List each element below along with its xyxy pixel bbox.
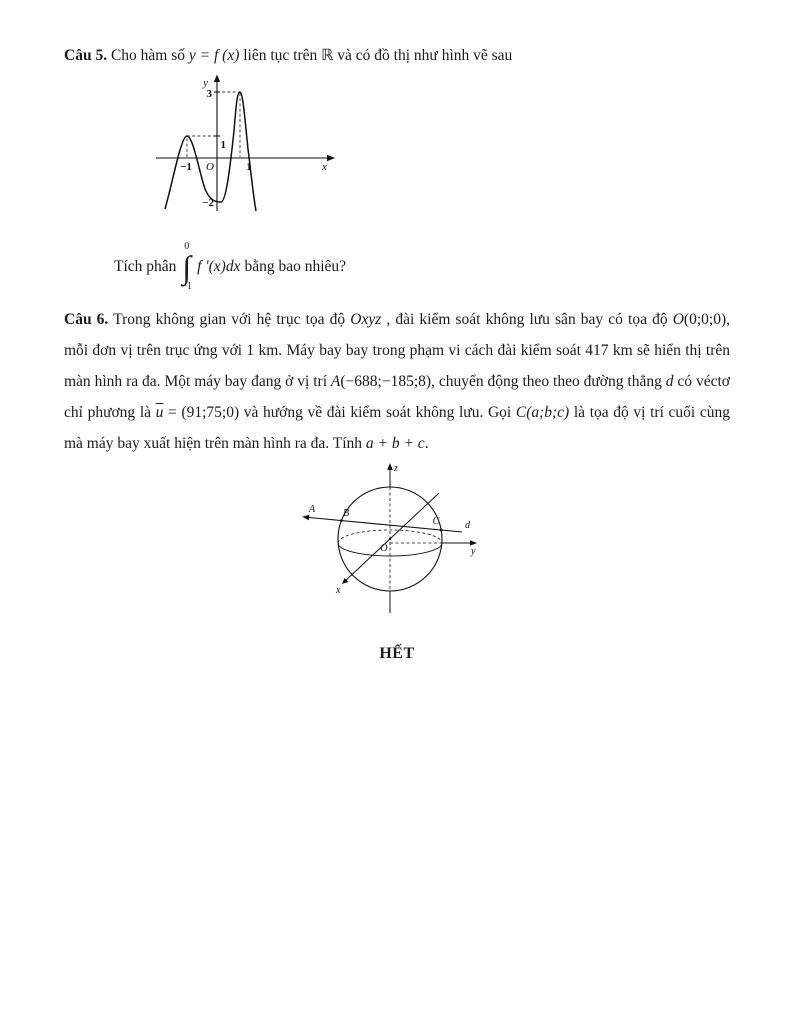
sphere-diagram-svg: [290, 461, 505, 631]
z-axis-label: z: [393, 463, 398, 475]
text-segment: là tọa độ vị trí cuối cùng mà máy bay xuất hiện trên màn hình ra đa. Tính: [64, 404, 730, 453]
text-segment: Trong không gian với hệ trục tọa độ: [108, 311, 351, 329]
cau5-question: [114, 242, 730, 292]
function-curve: [165, 92, 256, 211]
text-segment: C(a;b;c): [515, 404, 570, 422]
text-segment: y = f (x): [188, 47, 240, 64]
question-prefix: Tích phân: [114, 257, 177, 275]
origin-label: O: [379, 543, 388, 555]
cau6-figure: [64, 461, 730, 631]
end-label: HẾT: [379, 645, 415, 663]
point-c-label: C: [432, 516, 439, 528]
y-tick-3-label: 3: [206, 87, 212, 100]
cau5-statement: [64, 44, 730, 69]
text-segment: Cho hàm số: [107, 47, 189, 64]
line-d-label: d: [464, 520, 470, 532]
y-tick-neg2-label: −2: [202, 196, 214, 209]
text-segment: .: [424, 435, 429, 453]
text-segment: (0;0;0), mỗi đơn vị trên trục ứng với 1 km. Máy bay bay trong phạm vi cách đài kiểm soát 417 km sẽ hiển thị trên màn hình ra đa. Một máy bay đang ở vị trí: [64, 311, 730, 391]
text-segment: (−688;−185;8), chuyển động theo theo đường thẳng: [340, 373, 666, 391]
text-segment: d: [665, 373, 674, 391]
text-segment: Câu 6.: [64, 311, 109, 329]
x-axis-label: x: [335, 585, 340, 597]
text-segment: Câu 5.: [64, 47, 108, 64]
text-segment: $\overline{u}$: [155, 404, 164, 422]
cau6-statement: [64, 304, 730, 459]
text-segment: a + b + c: [365, 435, 425, 453]
x-tick-1-label: 1: [246, 160, 252, 173]
text-segment: Oxyz: [350, 311, 382, 329]
origin-label: O: [206, 160, 214, 173]
point-b-dot: [340, 519, 343, 522]
y-tick-1-label: 1: [220, 138, 226, 151]
integrand: f ′(x)dx: [197, 257, 241, 275]
origin-dot: [388, 538, 390, 540]
cau5-figure: [142, 73, 730, 240]
point-c-dot: [439, 529, 442, 532]
integral-lower-limit: −1: [181, 281, 193, 293]
line-d-arrow: [302, 515, 309, 521]
point-b-label: B: [342, 508, 349, 520]
integral-sign: ∫: [182, 248, 192, 285]
z-axis-arrow: [387, 463, 393, 470]
x-axis-label: x: [322, 160, 327, 173]
y-axis-label: y: [203, 76, 208, 89]
text-segment: liên tục trên ℝ và có đồ thị như hình vẽ sau: [239, 47, 513, 64]
y-axis-arrow: [470, 540, 477, 546]
text-segment: , đài kiểm soát không lưu sân bay có tọa độ: [381, 311, 673, 329]
x-tick-neg1-label: −1: [180, 160, 192, 173]
point-a-label: A: [308, 504, 315, 516]
text-segment: O: [672, 311, 684, 329]
integral-upper-limit: 0: [184, 240, 190, 252]
text-segment: A: [330, 373, 341, 391]
x-axis: [344, 493, 439, 582]
y-axis-label: y: [470, 546, 475, 558]
integral-expression: [181, 242, 192, 292]
function-graph-svg: [142, 73, 347, 235]
text-segment: = (91;75;0) và hướng về đài kiểm soát không lưu. Gọi: [163, 404, 516, 422]
question-suffix: bằng bao nhiêu?: [244, 257, 347, 275]
text-segment: có véctơ chỉ phương là: [64, 373, 730, 422]
